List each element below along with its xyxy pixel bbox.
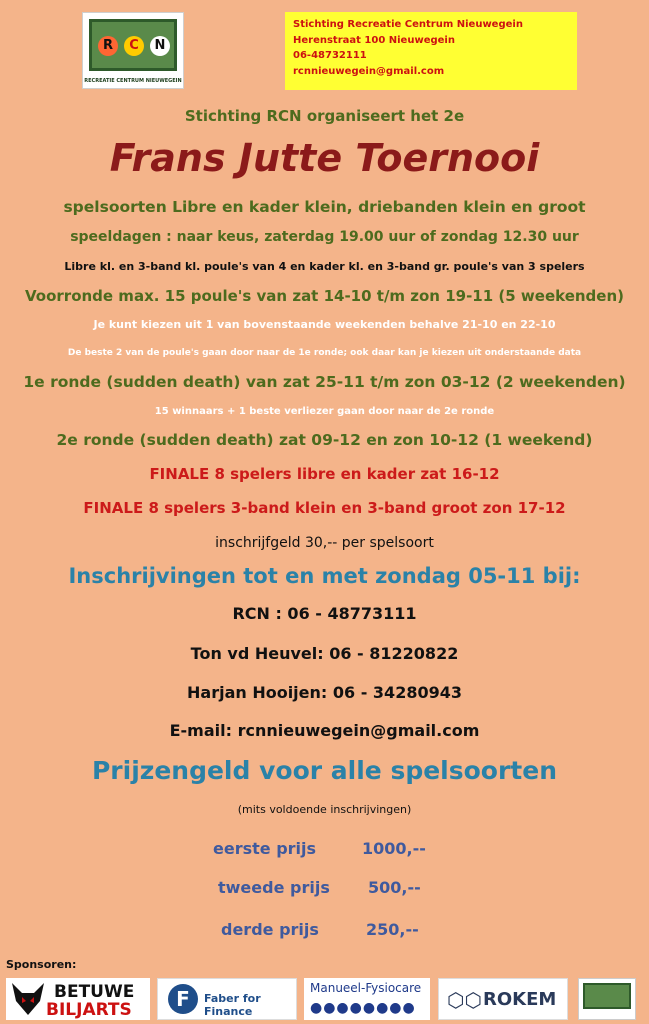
- line-ronde2: 2e ronde (sudden death) zat 09-12 en zon 10-12 (1 weekend): [56, 431, 593, 449]
- sponsor-rokem: [438, 978, 568, 1020]
- address-street: Herenstraat 100 Nieuwegein: [293, 34, 455, 46]
- rokem-hexagon-icon: ⬡⬡: [447, 988, 482, 1012]
- line-voorronde: Voorronde max. 15 poule's van zat 14-10 t/m zon 19-11 (5 weekenden): [25, 287, 624, 305]
- contact-email: E-mail: rcnnieuwegein@gmail.com: [169, 721, 480, 740]
- sponsor-rcn-logo: [578, 978, 636, 1020]
- line-ronde1: 1e ronde (sudden death) van zat 25-11 t/m zon 03-12 (2 weekenden): [23, 373, 626, 391]
- line-speeldagen: speeldagen : naar keus, zaterdag 19.00 uur of zondag 12.30 uur: [70, 229, 579, 245]
- billiard-table-icon: [583, 983, 631, 1009]
- line-finale2: FINALE 8 spelers 3-band klein en 3-band groot zon 17-12: [83, 499, 566, 517]
- sponsor-faber: [157, 978, 297, 1020]
- logo-ball-c: C: [124, 36, 144, 56]
- registration-heading: Inschrijvingen tot en met zondag 05-11 bij:: [68, 564, 581, 588]
- prizes-note: (mits voldoende inschrijvingen): [237, 803, 412, 816]
- prize-label-2: tweede prijs: [218, 878, 330, 897]
- biljarts-text: BILJARTS: [46, 1000, 132, 1020]
- contact-rcn: RCN : 06 - 48773111: [232, 604, 417, 623]
- faber-text: Faber for Finance: [204, 992, 261, 1018]
- line-kiezen: Je kunt kiezen uit 1 van bovenstaande weekenden behalve 21-10 en 22-10: [93, 318, 556, 331]
- prize-amount-3: 250,--: [366, 920, 419, 939]
- manueel-text: Manueel-Fysiocare: [310, 981, 422, 995]
- rcn-logo: [82, 12, 184, 89]
- contact-ton: Ton vd Heuvel: 06 - 81220822: [190, 644, 459, 663]
- prizes-heading: Prijzengeld voor alle spelsoorten: [91, 756, 558, 785]
- page-title: Frans Jutte Toernooi: [109, 136, 540, 180]
- prize-label-1: eerste prijs: [213, 839, 317, 858]
- logo-ball-n: N: [150, 36, 170, 56]
- billiard-table-icon: [89, 19, 177, 71]
- betuwe-text: BETUWE: [54, 982, 135, 1002]
- prize-amount-1: 1000,--: [362, 839, 426, 858]
- sponsor-manueel: [304, 978, 430, 1020]
- address-org: Stichting Recreatie Centrum Nieuwegein: [293, 19, 523, 30]
- faber-f-icon: F: [168, 984, 198, 1014]
- address-email: rcnnieuwegein@gmail.com: [293, 65, 445, 77]
- line-spelsoorten: spelsoorten Libre en kader klein, driebanden klein en groot: [63, 198, 586, 216]
- line-poules: Libre kl. en 3-band kl. poule's van 4 en kader kl. en 3-band gr. poule's van 3 spelers: [64, 260, 585, 273]
- line-beste2: De beste 2 van de poule's gaan door naar de 1e ronde; ook daar kan je kiezen uit onderstaande data: [67, 348, 582, 358]
- prize-amount-2: 500,--: [368, 878, 421, 897]
- line-finale1: FINALE 8 spelers libre en kader zat 16-12: [149, 465, 500, 483]
- logo-caption: RECREATIE CENTRUM NIEUWEGEIN: [84, 78, 182, 84]
- line-inschrijfgeld: inschrijfgeld 30,-- per spelsoort: [215, 535, 434, 551]
- contact-harjan: Harjan Hooijen: 06 - 34280943: [187, 683, 462, 702]
- sponsors-label: Sponsoren:: [6, 958, 77, 971]
- prize-label-3: derde prijs: [221, 920, 319, 939]
- sponsor-betuwe-biljarts: [6, 978, 150, 1020]
- fox-icon: [8, 979, 48, 1019]
- rokem-text: ROKEM: [483, 989, 557, 1010]
- dots-icon: ●●●●●●●●: [310, 1000, 416, 1016]
- logo-ball-r: R: [98, 36, 118, 56]
- address-phone: 06-48732111: [293, 50, 367, 61]
- intro-text: Stichting RCN organiseert het 2e: [184, 107, 465, 125]
- address-box: [285, 12, 577, 90]
- line-winnaars: 15 winnaars + 1 beste verliezer gaan door naar de 2e ronde: [154, 406, 495, 417]
